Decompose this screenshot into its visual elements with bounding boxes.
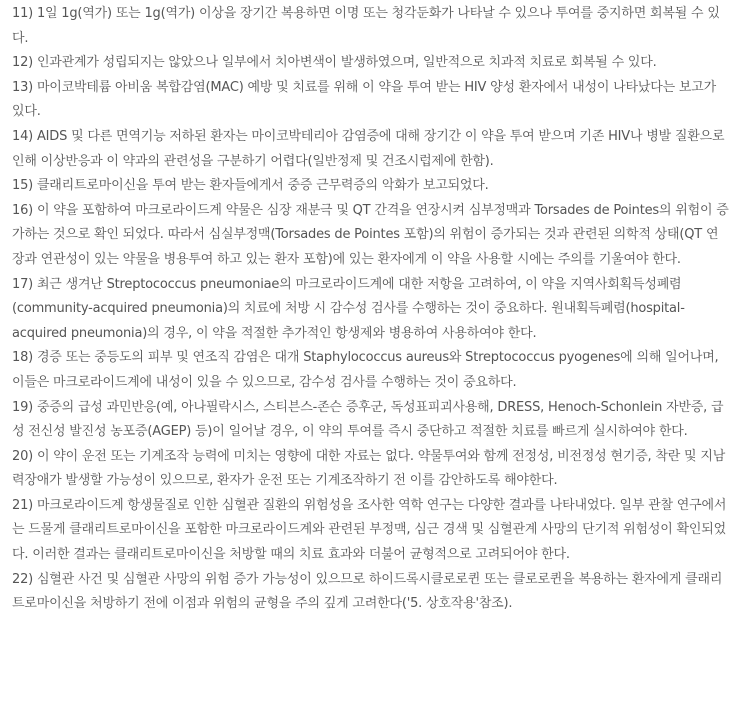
- precaution-item-15: 15) 클래리트로마이신을 투여 받는 환자들에게서 중증 근무력증의 악화가 보고되었다.: [12, 178, 489, 194]
- precaution-item-21: 21) 마크로라이드계 항생물질로 인한 심혈관 질환의 위험성을 조사한 역학 연구는 다양한 결과를 나타내었다. 일부 관찰 연구에서는 드물게 클래리트로마이신을 포함한 마크로라이드계와 관련된 부정맥, 심근 경색 및 심혈관계 사망의 단기적 위험성이 확인되었다. 이러한 결과는 클래리트로마이신을 처방할 때의 치료 효과와 더불어 균형적으로 고려되어야 한다.: [12, 497, 727, 563]
- precaution-item-11: 11) 1일 1g(역가) 또는 1g(역가) 이상을 장기간 복용하면 이명 또는 청각둔화가 나타날 수 있으나 투여를 중지하면 회복될 수 있다.: [12, 6, 720, 46]
- precaution-item-12: 12) 인과관계가 성립되지는 않았으나 일부에서 치아변색이 발생하였으며, 일반적으로 치과적 치료로 회복될 수 있다.: [12, 55, 657, 71]
- precaution-item-14: 14) AIDS 및 다른 면역기능 저하된 환자는 마이코박테리아 감염증에 대해 장기간 이 약을 투여 받으며 기존 HIV나 병발 질환으로 인해 이상반응과 이 약과의 관련성을 구분하기 어렵다(일반정제 및 건조시럽제에 한함).: [12, 128, 725, 169]
- precaution-item-20: 20) 이 약이 운전 또는 기계조작 능력에 미치는 영향에 대한 자료는 없다. 약물투여와 함께 전정성, 비전정성 현기증, 착란 및 지남력장애가 발생할 가능성이 있으므로, 환자가 운전 또는 기계조작하기 전 이를 감안하도록 해야한다.: [12, 448, 726, 489]
- precaution-item-18: 18) 경증 또는 중등도의 피부 및 연조직 감염은 대개 Staphylococcus aureus와 Streptococcus pyogenes에 의해 일어나며, 이들은 마크로라이드계에 내성이 있을 수 있으므로, 감수성 검사를 수행하는 것이 중요하다.: [12, 350, 719, 390]
- precaution-item-22: 22) 심혈관 사건 및 심혈관 사망의 위험 증가 가능성이 있으므로 하이드록시클로로퀸 또는 클로로퀸을 복용하는 환자에게 클래리트로마이신을 처방하기 전에 이점과 위험의 균형을 주의 깊게 고려한다('5. 상호작용'참조).: [12, 571, 723, 612]
- precaution-item-19: 19) 중증의 급성 과민반응(예, 아나필락시스, 스티븐스-존슨 증후군, 독성표피괴사용해, DRESS, Henoch-Schonlein 자반증, 급성 전신성 발진성 농포증(AGEP) 등)이 일어날 경우, 이 약의 투여를 즉시 중단하고 적절한 치료를 빠르게 실시하여야 한다.: [12, 399, 724, 440]
- precaution-item-17: 17) 최근 생겨난 Streptococcus pneumoniae의 마크로라이드계에 대한 저항을 고려하여, 이 약을 지역사회획득성폐렴(community-acquired pneumonia)의 치료에 처방 시 감수성 검사를 수행하는 것이 중요하다. 원내획득폐렴(hospital-acquired pneumonia)의 경우, 이 약을 적절한 추가적인 항생제와 병용하여 사용하여야 한다.: [12, 276, 685, 341]
- precaution-item-13: 13) 마이코박테륨 아비움 복합감염(MAC) 예방 및 치료를 위해 이 약을 투여 받는 HIV 양성 환자에서 내성이 나타났다는 보고가 있다.: [12, 79, 716, 120]
- precaution-item-16: 16) 이 약을 포함하여 마크로라이드계 약물은 심장 재분극 및 QT 간격을 연장시켜 심부정맥과 Torsades de Pointes의 위험이 증가하는 것으로 확인 되었다. 따라서 심실부정맥(Torsades de Pointes 포함)의 위험이 증가되는 것과 관련된 의학적 상태(QT 연장과 연관성이 있는 약물을 병용투여 하고 있는 환자 포함)에 있는 환자에게 이 약을 사용할 시에는 주의를 기울여야 한다.: [12, 202, 729, 267]
